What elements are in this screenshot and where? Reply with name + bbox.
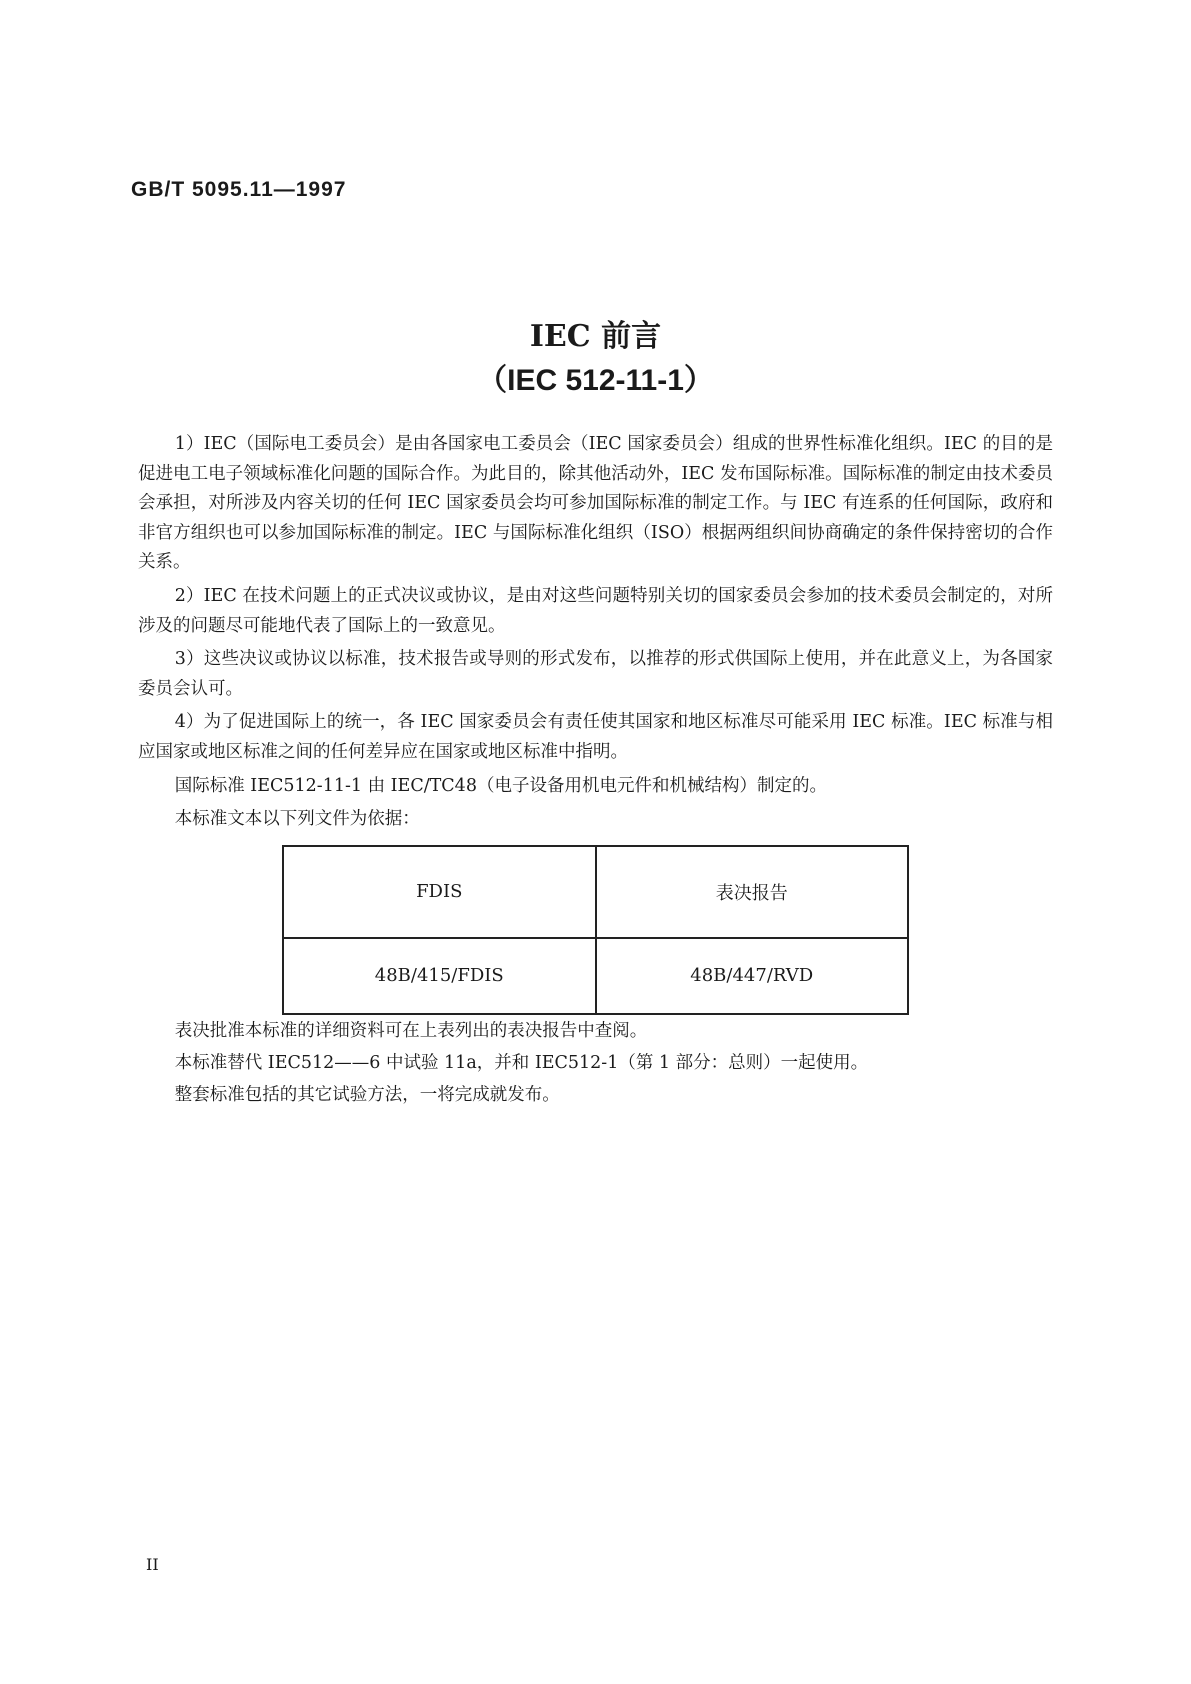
note-line: 本标准替代 IEC512——6 中试验 11a，并和 IEC512-1（第 1 部分：总则）一起使用。 — [174, 1053, 869, 1073]
note-line: 整套标准包括的其它试验方法，一将完成就发布。 — [174, 1085, 560, 1105]
table-header-cell: 表决报告 — [596, 846, 909, 938]
paragraph-4: 4）为了促进国际上的统一，各 IEC 国家委员会有责任使其国家和地区标准尽可能采用 IEC 标准。IEC 标准与相应国家或地区标准之间的任何差异应在国家或地区标准中指明。 — [138, 712, 1053, 762]
foreword-body — [138, 430, 1053, 839]
paragraph-6: 本标准文本以下列文件为依据： — [174, 809, 420, 830]
page-subtitle: （IEC 512-11-1） — [477, 364, 714, 397]
table-header-row — [283, 846, 908, 938]
vote-table — [282, 845, 909, 1015]
table-cell: 48B/415/FDIS — [283, 938, 596, 1014]
page-title: IEC 前言 — [529, 319, 662, 354]
table-cell: 48B/447/RVD — [596, 938, 909, 1014]
table-row — [283, 938, 908, 1014]
standard-code: GB/T 5095.11—1997 — [131, 178, 347, 201]
table-header-cell: FDIS — [283, 846, 596, 938]
note-line: 表决批准本标准的详细资料可在上表列出的表决报告中查阅。 — [174, 1021, 648, 1041]
paragraph-3: 3）这些决议或协议以标准，技术报告或导则的形式发布，以推荐的形式供国际上使用，并在此意义上，为各国家委员会认可。 — [138, 649, 1053, 699]
paragraph-2: 2）IEC 在技术问题上的正式决议或协议，是由对这些问题特别关切的国家委员会参加的技术委员会制定的，对所涉及的问题尽可能地代表了国际上的一致意见。 — [138, 585, 1053, 636]
page-number: II — [146, 1555, 159, 1574]
post-table-notes — [138, 1015, 1053, 1111]
paragraph-1: 1）IEC（国际电工委员会）是由各国家电工委员会（IEC 国家委员会）组成的世界性标准化组织。IEC 的目的是促进电工电子领域标准化问题的国际合作。为此目的，除其他活动外，IEC 发布国际标准。国际标准的制定由技术委员会承担，对所涉及内容关切的任何 IEC 国家委员会均可参加国际标准的制定工作。与 IEC 有连系的任何国际，政府和非官方组织也可以参加国际标准的制定。IEC 与国际标准化组织（ISO）根据两组织间协商确定的条件保持密切的合作关系。 — [138, 434, 1053, 573]
paragraph-5: 国际标准 IEC512-11-1 由 IEC/TC48（电子设备用机电元件和机械结构）制定的。 — [174, 775, 827, 796]
